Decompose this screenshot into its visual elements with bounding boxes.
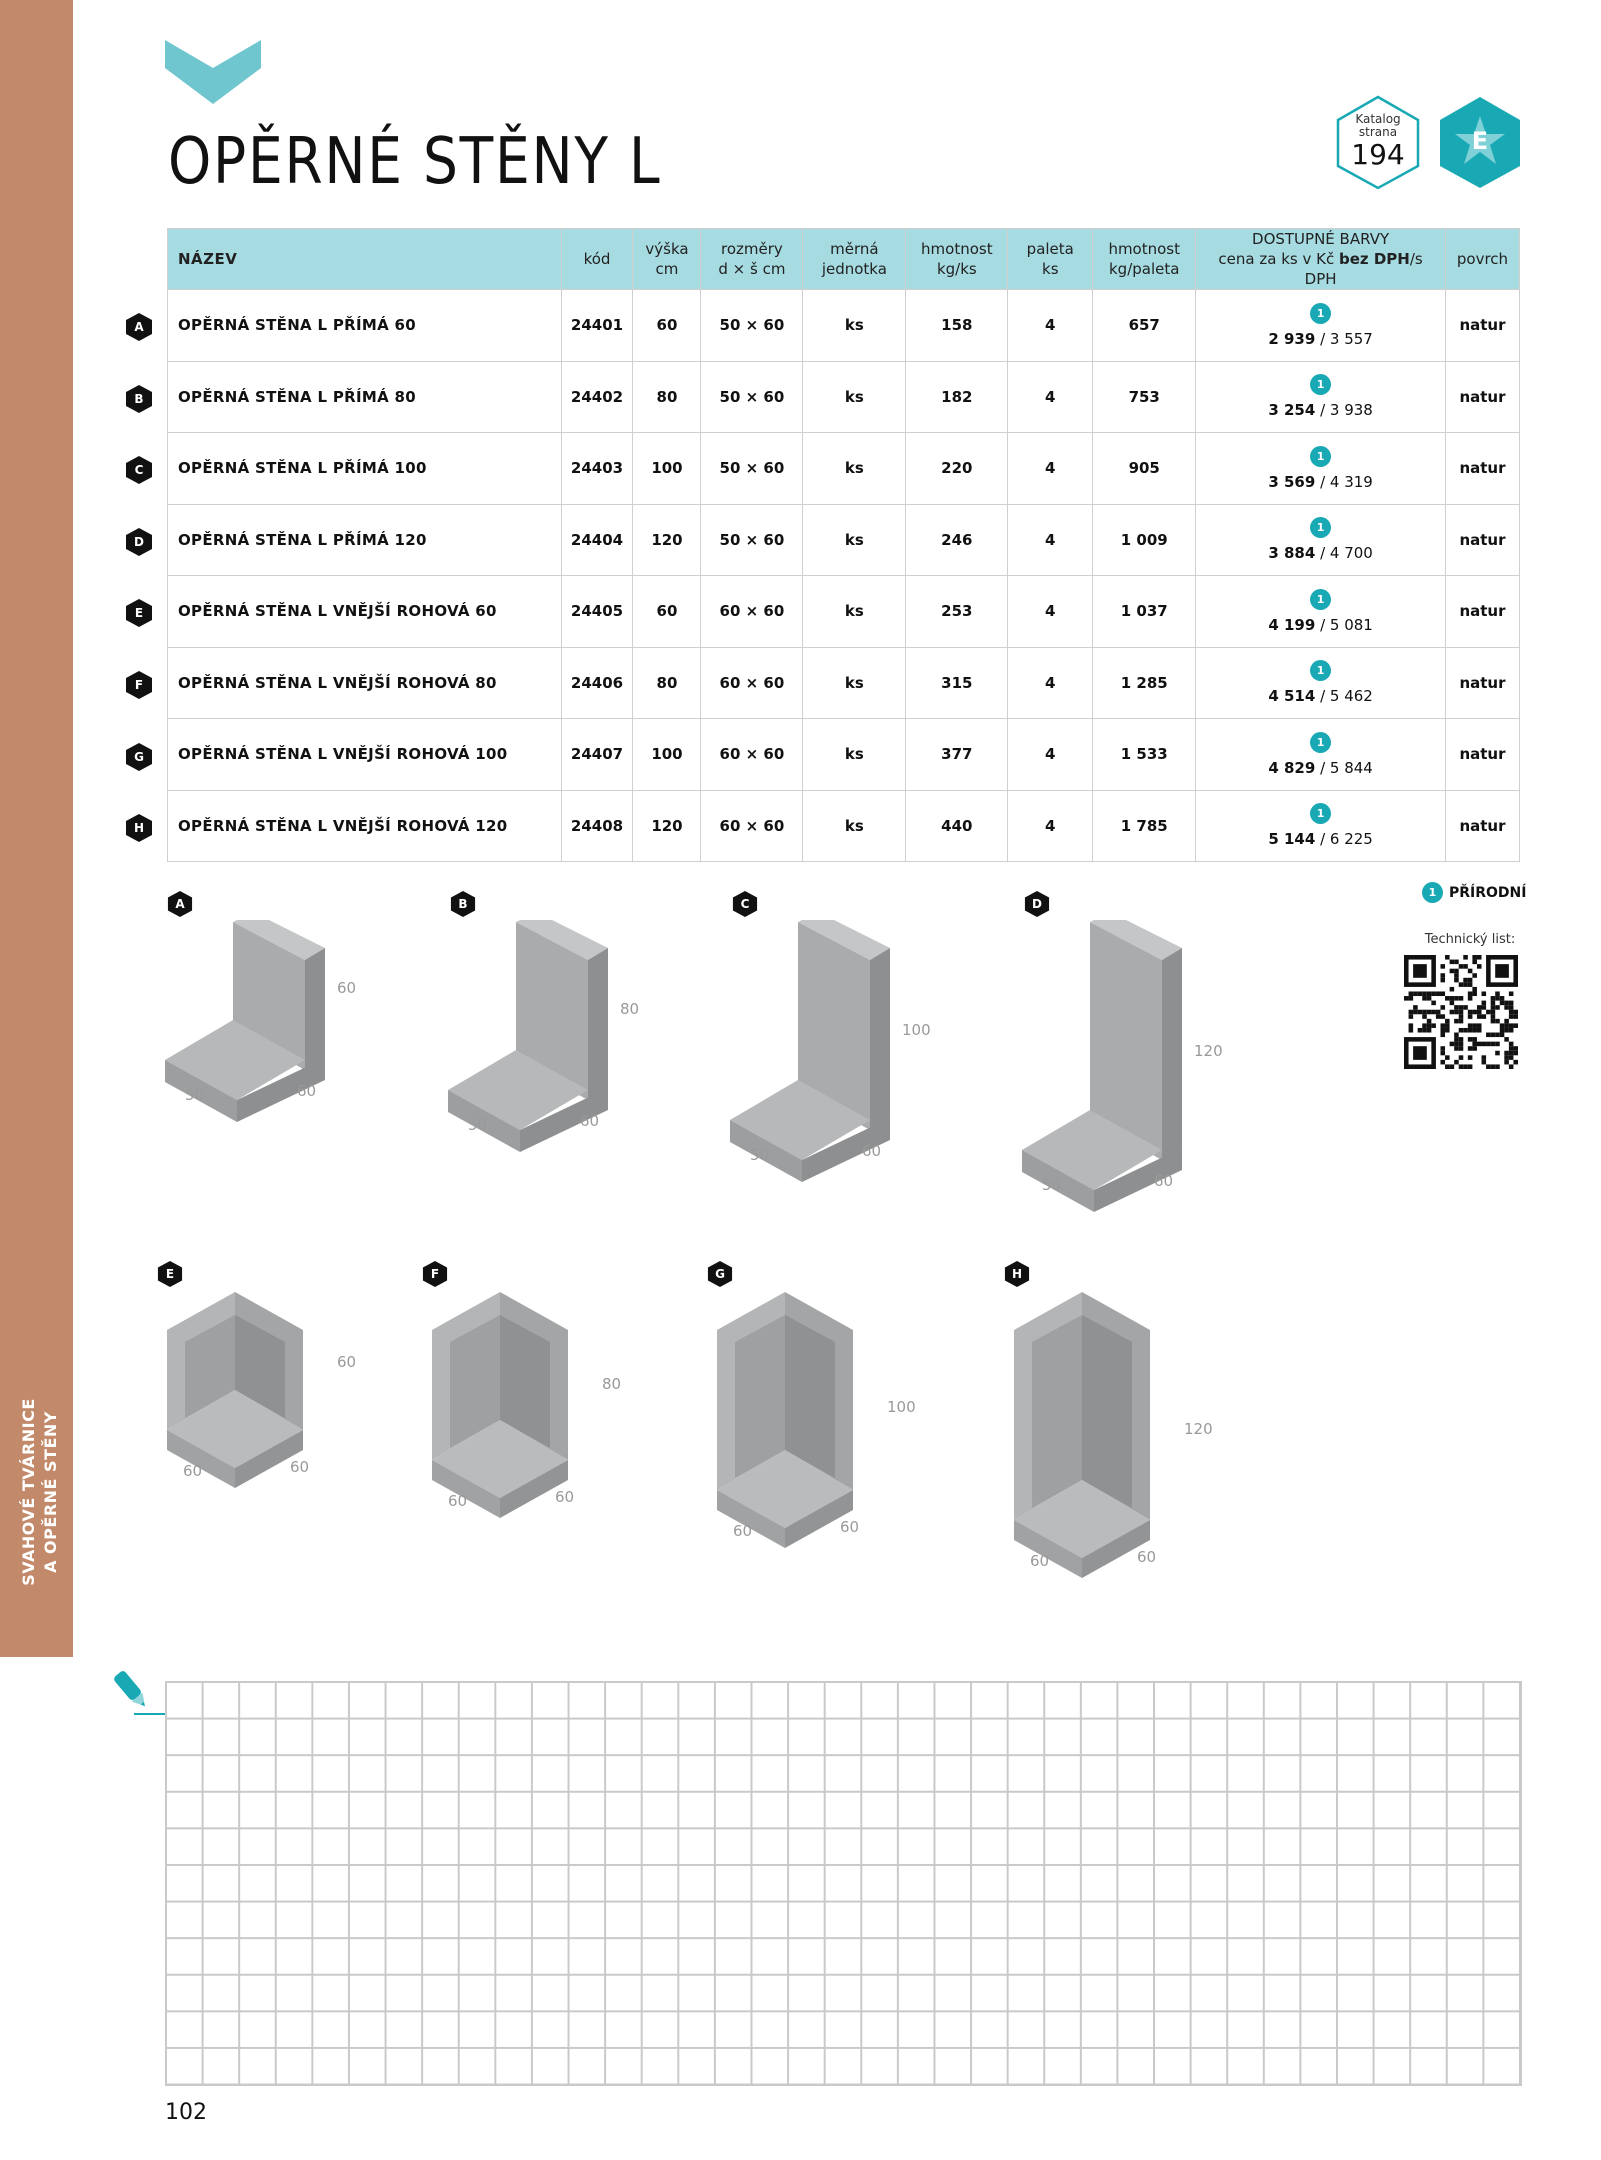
price-net: 2 939 <box>1268 329 1316 348</box>
table-row <box>168 433 1520 505</box>
notes-grid[interactable] <box>165 1681 1522 2086</box>
row-price: 4 199 / 5 081 <box>1268 615 1373 634</box>
row-marker-letter: D <box>134 534 144 549</box>
l-wall-straight-icon <box>1022 920 1212 1220</box>
dim-height: 80 <box>620 1000 640 1018</box>
dim-height: 80 <box>602 1375 622 1393</box>
row-colors <box>1196 433 1446 505</box>
legend-color-dot: 1 <box>1422 882 1443 903</box>
row-unit: ks <box>803 361 906 433</box>
product-marker-letter: C <box>740 897 750 911</box>
price-net: 3 884 <box>1268 544 1316 563</box>
price-gross: 4 700 <box>1329 544 1373 563</box>
dim-depth: 50 <box>185 1086 205 1104</box>
table-row <box>168 719 1520 791</box>
row-unit: ks <box>803 647 906 719</box>
row-code: 24401 <box>561 290 633 362</box>
row-weight: 182 <box>906 361 1008 433</box>
color-dot[interactable]: 1 <box>1310 374 1331 395</box>
row-dims: 60 × 60 <box>701 576 803 648</box>
price-net: 5 144 <box>1268 830 1316 849</box>
price-net: 4 829 <box>1268 758 1316 777</box>
color-dot[interactable]: 1 <box>1310 303 1331 324</box>
row-marker <box>125 312 153 342</box>
row-unit: ks <box>803 719 906 791</box>
dim-depth: 50 <box>1042 1176 1062 1194</box>
product-marker <box>157 1260 183 1288</box>
row-dims: 60 × 60 <box>701 719 803 791</box>
row-unit: ks <box>803 433 906 505</box>
l-wall-corner-icon <box>1012 1290 1202 1590</box>
table-row <box>168 290 1520 362</box>
row-weight: 246 <box>906 504 1008 576</box>
row-dims: 50 × 60 <box>701 361 803 433</box>
color-dot[interactable]: 1 <box>1310 589 1331 610</box>
col-dims: rozměry d × š cm <box>701 229 803 290</box>
row-marker <box>125 598 153 628</box>
dim-height: 120 <box>1194 1042 1223 1060</box>
row-pallet-weight: 1 037 <box>1093 576 1196 648</box>
page-title: OPĚRNÉ STĚNY L <box>168 125 662 199</box>
row-pallet: 4 <box>1008 433 1093 505</box>
row-pallet: 4 <box>1008 719 1093 791</box>
row-surface: natur <box>1445 433 1519 505</box>
dim-height: 100 <box>902 1021 931 1039</box>
table-header-row <box>168 229 1520 290</box>
row-unit: ks <box>803 290 906 362</box>
dim-depth: 60 <box>1030 1552 1050 1570</box>
category-badge <box>1437 94 1523 190</box>
price-gross: 5 844 <box>1329 758 1373 777</box>
color-dot[interactable]: 1 <box>1310 446 1331 467</box>
product-marker <box>732 890 758 918</box>
row-pallet-weight: 905 <box>1093 433 1196 505</box>
row-colors <box>1196 790 1446 862</box>
col-name: NÁZEV <box>168 229 562 290</box>
price-net: 3 569 <box>1268 472 1316 491</box>
row-height: 100 <box>633 433 701 505</box>
row-code: 24408 <box>561 790 633 862</box>
row-marker <box>125 527 153 557</box>
row-name: OPĚRNÁ STĚNA L VNĚJŠÍ ROHOVÁ 120 <box>168 790 562 862</box>
row-weight: 220 <box>906 433 1008 505</box>
row-pallet: 4 <box>1008 504 1093 576</box>
dim-width: 60 <box>862 1142 882 1160</box>
col-height: výška cm <box>633 229 701 290</box>
product-marker-letter: B <box>458 897 468 911</box>
row-surface: natur <box>1445 290 1519 362</box>
row-price: 3 569 / 4 319 <box>1268 472 1373 491</box>
color-dot[interactable]: 1 <box>1310 803 1331 824</box>
table-row <box>168 647 1520 719</box>
color-legend <box>1422 882 1526 903</box>
dim-width: 60 <box>580 1112 600 1130</box>
price-gross: 3 938 <box>1329 401 1373 420</box>
page-number: 102 <box>165 2100 207 2125</box>
dim-depth: 60 <box>448 1492 468 1510</box>
row-pallet: 4 <box>1008 576 1093 648</box>
row-marker <box>125 384 153 414</box>
col-colors: DOSTUPNÉ BARVY cena za ks v Kč bez DPH/s DPH <box>1196 229 1446 290</box>
dim-height: 100 <box>887 1397 916 1416</box>
row-price: 5 144 / 6 225 <box>1268 830 1373 849</box>
price-gross: 5 081 <box>1329 615 1373 634</box>
row-name: OPĚRNÁ STĚNA L VNĚJŠÍ ROHOVÁ 60 <box>168 576 562 648</box>
dim-width: 60 <box>840 1518 860 1536</box>
row-weight: 158 <box>906 290 1008 362</box>
row-price: 3 254 / 3 938 <box>1268 401 1373 420</box>
row-marker-letter: F <box>134 678 144 692</box>
col-surface: povrch <box>1445 229 1519 290</box>
chevron-icon <box>165 40 261 104</box>
row-colors <box>1196 719 1446 791</box>
row-weight: 377 <box>906 719 1008 791</box>
price-gross: 4 319 <box>1329 472 1373 491</box>
qr-code[interactable] <box>1404 955 1518 1069</box>
row-pallet-weight: 1 009 <box>1093 504 1196 576</box>
tech-sheet-label: Technický list: <box>1424 932 1516 947</box>
row-name: OPĚRNÁ STĚNA L PŘÍMÁ 60 <box>168 290 562 362</box>
row-dims: 50 × 60 <box>701 290 803 362</box>
col-weight: hmotnost kg/ks <box>906 229 1008 290</box>
row-name: OPĚRNÁ STĚNA L PŘÍMÁ 120 <box>168 504 562 576</box>
row-pallet-weight: 657 <box>1093 290 1196 362</box>
product-marker <box>422 1260 448 1288</box>
table-row <box>168 790 1520 862</box>
row-pallet: 4 <box>1008 361 1093 433</box>
row-unit: ks <box>803 576 906 648</box>
l-wall-corner-icon <box>715 1290 905 1560</box>
row-pallet-weight: 1 285 <box>1093 647 1196 719</box>
price-net: 4 199 <box>1268 615 1316 634</box>
row-dims: 50 × 60 <box>701 504 803 576</box>
table-row <box>168 504 1520 576</box>
dim-depth: 50 <box>468 1116 488 1134</box>
product-marker <box>1004 1260 1030 1288</box>
side-label <box>18 1302 62 1682</box>
row-name: OPĚRNÁ STĚNA L VNĚJŠÍ ROHOVÁ 100 <box>168 719 562 791</box>
color-dot[interactable]: 1 <box>1310 660 1331 681</box>
row-dims: 50 × 60 <box>701 433 803 505</box>
row-marker-letter: A <box>134 320 144 334</box>
row-marker-letter: B <box>134 391 144 406</box>
dim-width: 60 <box>290 1458 310 1476</box>
product-marker-letter: A <box>175 897 185 911</box>
product-marker <box>707 1260 733 1288</box>
row-name: OPĚRNÁ STĚNA L VNĚJŠÍ ROHOVÁ 80 <box>168 647 562 719</box>
row-colors <box>1196 576 1446 648</box>
catalog-badge-line1: Katalog <box>1355 112 1401 126</box>
row-surface: natur <box>1445 790 1519 862</box>
row-price: 4 829 / 5 844 <box>1268 758 1373 777</box>
product-marker <box>1024 890 1050 918</box>
dim-width: 60 <box>1154 1172 1174 1190</box>
row-surface: natur <box>1445 361 1519 433</box>
dim-depth: 50 <box>750 1146 770 1164</box>
row-unit: ks <box>803 504 906 576</box>
row-pallet: 4 <box>1008 790 1093 862</box>
row-surface: natur <box>1445 576 1519 648</box>
dim-height: 120 <box>1184 1420 1213 1438</box>
row-price: 2 939 / 3 557 <box>1268 329 1373 348</box>
price-net: 4 514 <box>1268 687 1316 706</box>
row-height: 60 <box>633 290 701 362</box>
row-height: 120 <box>633 504 701 576</box>
side-label-line2: A OPĚRNÉ STĚNY <box>41 1411 60 1573</box>
row-height: 60 <box>633 576 701 648</box>
product-marker-letter: G <box>715 1267 725 1281</box>
row-code: 24405 <box>561 576 633 648</box>
dim-depth: 60 <box>183 1462 203 1480</box>
row-colors <box>1196 361 1446 433</box>
catalog-badge[interactable] <box>1335 94 1421 190</box>
row-unit: ks <box>803 790 906 862</box>
dim-height: 60 <box>337 1352 357 1371</box>
color-dot[interactable]: 1 <box>1310 732 1331 753</box>
row-surface: natur <box>1445 719 1519 791</box>
row-code: 24402 <box>561 361 633 433</box>
dim-height: 60 <box>337 979 357 997</box>
row-code: 24403 <box>561 433 633 505</box>
product-marker <box>167 890 193 918</box>
row-marker <box>125 813 153 843</box>
row-colors <box>1196 290 1446 362</box>
row-marker-letter: H <box>133 821 145 836</box>
legend-label: PŘÍRODNÍ <box>1449 884 1527 901</box>
price-net: 3 254 <box>1268 401 1316 420</box>
table-row <box>168 576 1520 648</box>
row-pallet: 4 <box>1008 647 1093 719</box>
row-price: 3 884 / 4 700 <box>1268 544 1373 563</box>
product-marker-letter: F <box>430 1267 440 1281</box>
row-marker-letter: G <box>134 749 144 764</box>
row-height: 80 <box>633 361 701 433</box>
row-colors <box>1196 504 1446 576</box>
row-marker <box>125 670 153 700</box>
price-gross: 6 225 <box>1329 830 1373 849</box>
row-code: 24406 <box>561 647 633 719</box>
category-badge-letter: E <box>1471 127 1489 155</box>
dim-width: 60 <box>297 1082 317 1100</box>
row-height: 100 <box>633 719 701 791</box>
row-colors <box>1196 647 1446 719</box>
row-weight: 253 <box>906 576 1008 648</box>
col-code: kód <box>561 229 633 290</box>
row-code: 24404 <box>561 504 633 576</box>
row-marker <box>125 742 153 772</box>
row-dims: 60 × 60 <box>701 647 803 719</box>
row-surface: natur <box>1445 647 1519 719</box>
dim-width: 60 <box>1137 1548 1157 1566</box>
color-dot[interactable]: 1 <box>1310 517 1331 538</box>
dim-width: 60 <box>555 1488 575 1506</box>
row-height: 80 <box>633 647 701 719</box>
col-unit: měrná jednotka <box>803 229 906 290</box>
product-marker-letter: H <box>1011 1267 1023 1281</box>
col-pallet: paleta ks <box>1008 229 1093 290</box>
row-marker-letter: E <box>134 606 144 621</box>
pencil-icon <box>110 1668 166 1718</box>
row-weight: 315 <box>906 647 1008 719</box>
table-row <box>168 361 1520 433</box>
row-code: 24407 <box>561 719 633 791</box>
row-marker-letter: C <box>134 463 144 478</box>
row-pallet-weight: 1 785 <box>1093 790 1196 862</box>
row-marker <box>125 455 153 485</box>
row-pallet-weight: 753 <box>1093 361 1196 433</box>
product-marker-letter: E <box>165 1267 175 1281</box>
price-gross: 5 462 <box>1329 687 1373 706</box>
product-marker <box>450 890 476 918</box>
col-pallet-weight: hmotnost kg/paleta <box>1093 229 1196 290</box>
catalog-badge-page: 194 <box>1351 138 1405 171</box>
product-marker-letter: D <box>1032 897 1042 911</box>
dim-depth: 60 <box>733 1522 753 1540</box>
side-label-line1: SVAHOVÉ TVÁRNICE <box>19 1398 38 1586</box>
row-height: 120 <box>633 790 701 862</box>
row-pallet-weight: 1 533 <box>1093 719 1196 791</box>
catalog-badge-line2: strana <box>1358 125 1398 139</box>
row-price: 4 514 / 5 462 <box>1268 687 1373 706</box>
badges <box>1335 94 1525 194</box>
price-gross: 3 557 <box>1329 329 1373 348</box>
row-pallet: 4 <box>1008 290 1093 362</box>
product-table <box>167 228 1520 862</box>
row-weight: 440 <box>906 790 1008 862</box>
row-name: OPĚRNÁ STĚNA L PŘÍMÁ 80 <box>168 361 562 433</box>
row-dims: 60 × 60 <box>701 790 803 862</box>
row-name: OPĚRNÁ STĚNA L PŘÍMÁ 100 <box>168 433 562 505</box>
row-surface: natur <box>1445 504 1519 576</box>
